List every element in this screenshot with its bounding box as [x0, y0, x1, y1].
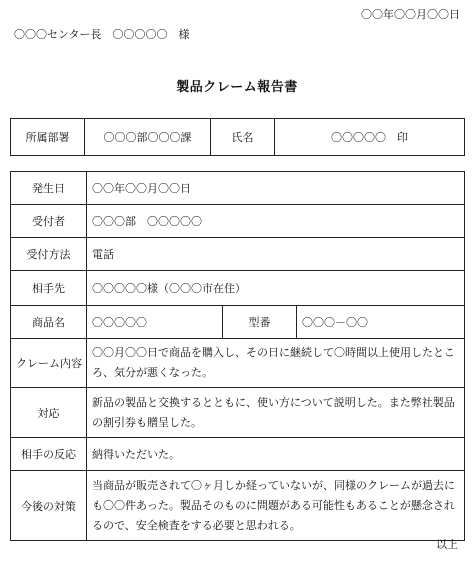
department-label: 所属部署 — [11, 119, 85, 156]
table-row — [11, 471, 465, 541]
method-label: 受付方法 — [11, 238, 87, 271]
response-value: 新品の製品と交換するとともに、使い方について説明した。また弊社製品の割引券も贈呈した。 — [87, 388, 465, 438]
name-label: 氏名 — [211, 119, 275, 156]
response-label: 対応 — [11, 388, 87, 438]
counterparty-label: 相手先 — [11, 271, 87, 306]
table-row — [11, 339, 465, 388]
countermeasure-value: 当商品が販売されて〇ヶ月しか経っていないが、同様のクレームが過去にも〇〇件あった。製品そのものに問題がある可能性もあることが懸念されるので、安全検査をする必要と思われる。 — [87, 471, 465, 541]
name-value: 〇〇〇〇〇 印 — [275, 119, 465, 156]
report-table — [10, 171, 465, 541]
document-title: 製品クレーム報告書 — [176, 80, 298, 95]
receiver-label: 受付者 — [11, 205, 87, 238]
table-row — [11, 205, 465, 238]
reaction-value: 納得いただいた。 — [87, 438, 465, 471]
reporter-table — [10, 118, 465, 156]
receiver-value: 〇〇〇部 〇〇〇〇〇 — [87, 205, 465, 238]
table-row — [11, 238, 465, 271]
department-value: 〇〇〇部〇〇〇課 — [85, 119, 211, 156]
claim-content-label: クレーム内容 — [11, 339, 87, 388]
occurrence-date-value: 〇〇年〇〇月〇〇日 — [87, 172, 465, 205]
countermeasure-label: 今後の対策 — [11, 471, 87, 541]
table-row — [11, 306, 465, 339]
table-row — [11, 172, 465, 205]
method-value: 電話 — [87, 238, 465, 271]
product-name-label: 商品名 — [11, 306, 87, 339]
closing-mark: 以上 — [436, 538, 458, 551]
table-row — [11, 271, 465, 306]
counterparty-value: 〇〇〇〇〇様（〇〇〇市在住） — [87, 271, 465, 306]
reporter-row — [11, 119, 465, 156]
table-row — [11, 388, 465, 438]
report-date: 〇〇年〇〇月〇〇日 — [361, 8, 460, 21]
table-row — [11, 438, 465, 471]
model-number-label: 型番 — [223, 306, 297, 339]
recipient-line: 〇〇〇センター長 〇〇〇〇〇 様 — [14, 28, 190, 41]
occurrence-date-label: 発生日 — [11, 172, 87, 205]
reaction-label: 相手の反応 — [11, 438, 87, 471]
product-name-value: 〇〇〇〇〇 — [87, 306, 223, 339]
model-number-value: 〇〇〇－〇〇 — [297, 306, 465, 339]
claim-content-value: 〇〇月〇〇日で商品を購入し、その日に継続して〇時間以上使用したところ、気分が悪くなった。 — [87, 339, 465, 388]
